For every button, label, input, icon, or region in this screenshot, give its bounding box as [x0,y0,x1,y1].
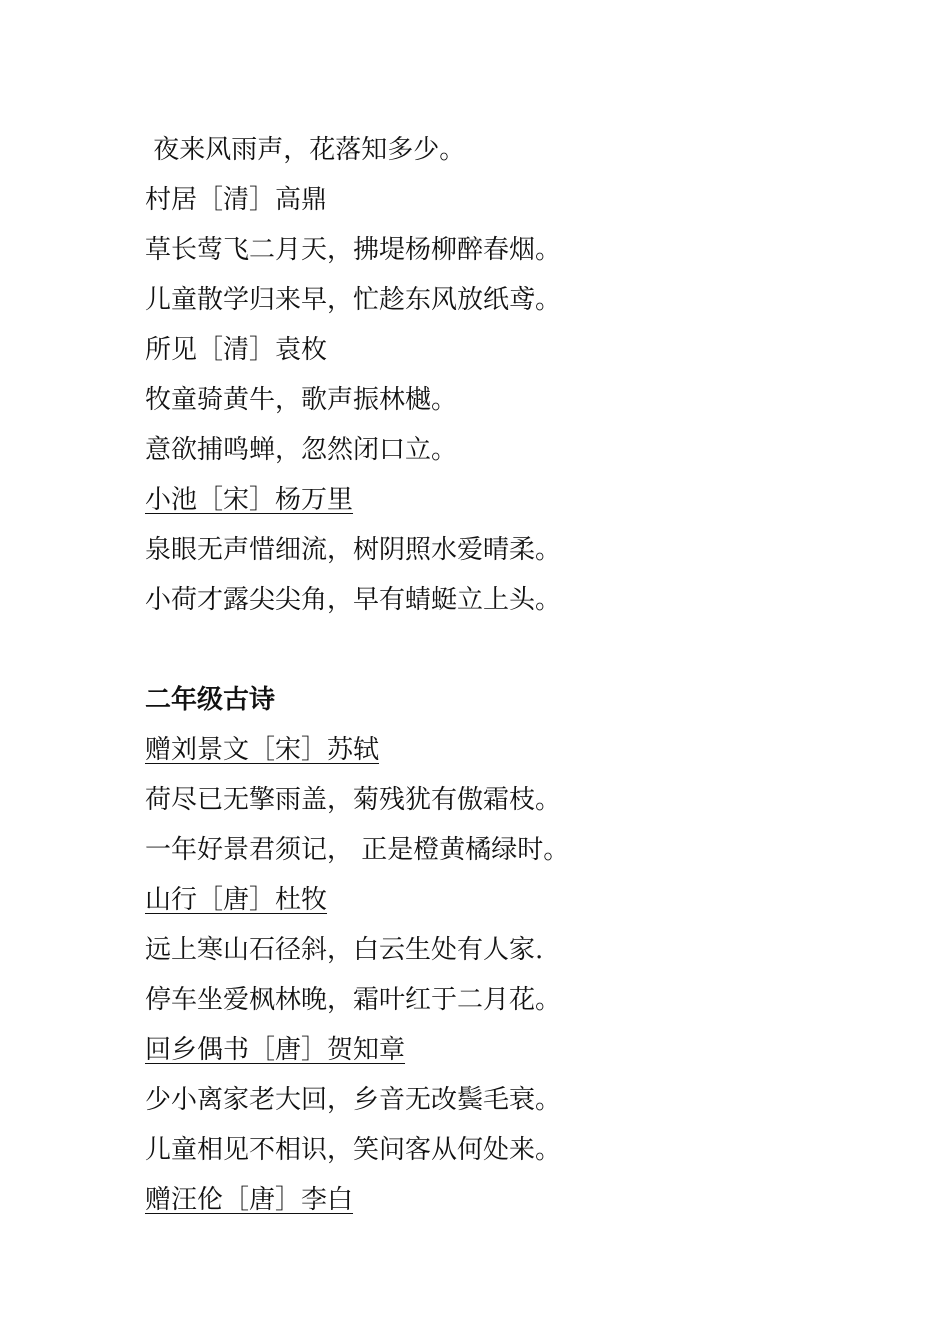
verse-line: 儿童相见不相识，笑问客从何处来。 [145,1135,562,1165]
verse-line: 泉眼无声惜细流，树阴照水爱晴柔。 [145,535,562,565]
poem-title-xiaochi [145,475,845,525]
poem-title-huixiang-oushu [145,1025,845,1075]
poem-title-text: 山行［唐］杜牧 [145,885,328,915]
poem-title-text: 赠汪伦［唐］李白 [145,1185,354,1215]
poem-title-shanxing [145,875,845,925]
poem-title-zeng-liu-jingwen [145,725,845,775]
poem-title-zeng-wang-lun [145,1175,845,1225]
verse-line: 牧童骑黄牛，歌声振林樾。 [145,385,458,415]
verse-line: 少小离家老大回，乡音无改鬓毛衰。 [145,1085,562,1115]
verse-line: 夜来风雨声，花落知多少。 [145,135,466,165]
verse-line: 小荷才露尖尖角，早有蜻蜓立上头。 [145,585,562,615]
verse-line: 一年好景君须记， 正是橙黄橘绿时。 [145,835,570,865]
verse-line: 意欲捕鸣蝉，忽然闭口立。 [145,435,458,465]
poem-title-suojian: 所见［清］袁枚 [145,335,328,365]
verse-line: 荷尽已无擎雨盖，菊残犹有傲霜枝。 [145,785,562,815]
poem-title-cunju: 村居［清］高鼎 [145,185,328,215]
section-heading: 二年级古诗 [145,685,276,715]
verse-line: 草长莺飞二月天，拂堤杨柳醉春烟。 [145,235,562,265]
poem-title-text: 小池［宋］杨万里 [145,485,354,515]
poem-title-text: 赠刘景文［宋］苏轼 [145,735,380,765]
verse-line: 儿童散学归来早，忙趁东风放纸鸢。 [145,285,562,315]
verse-line: 停车坐爱枫林晚，霜叶红于二月花。 [145,985,562,1015]
blank-line [145,625,845,675]
poem-list [145,125,845,1225]
poem-title-text: 回乡偶书［唐］贺知章 [145,1035,406,1065]
verse-line: 远上寒山石径斜，白云生处有人家. [145,935,544,965]
